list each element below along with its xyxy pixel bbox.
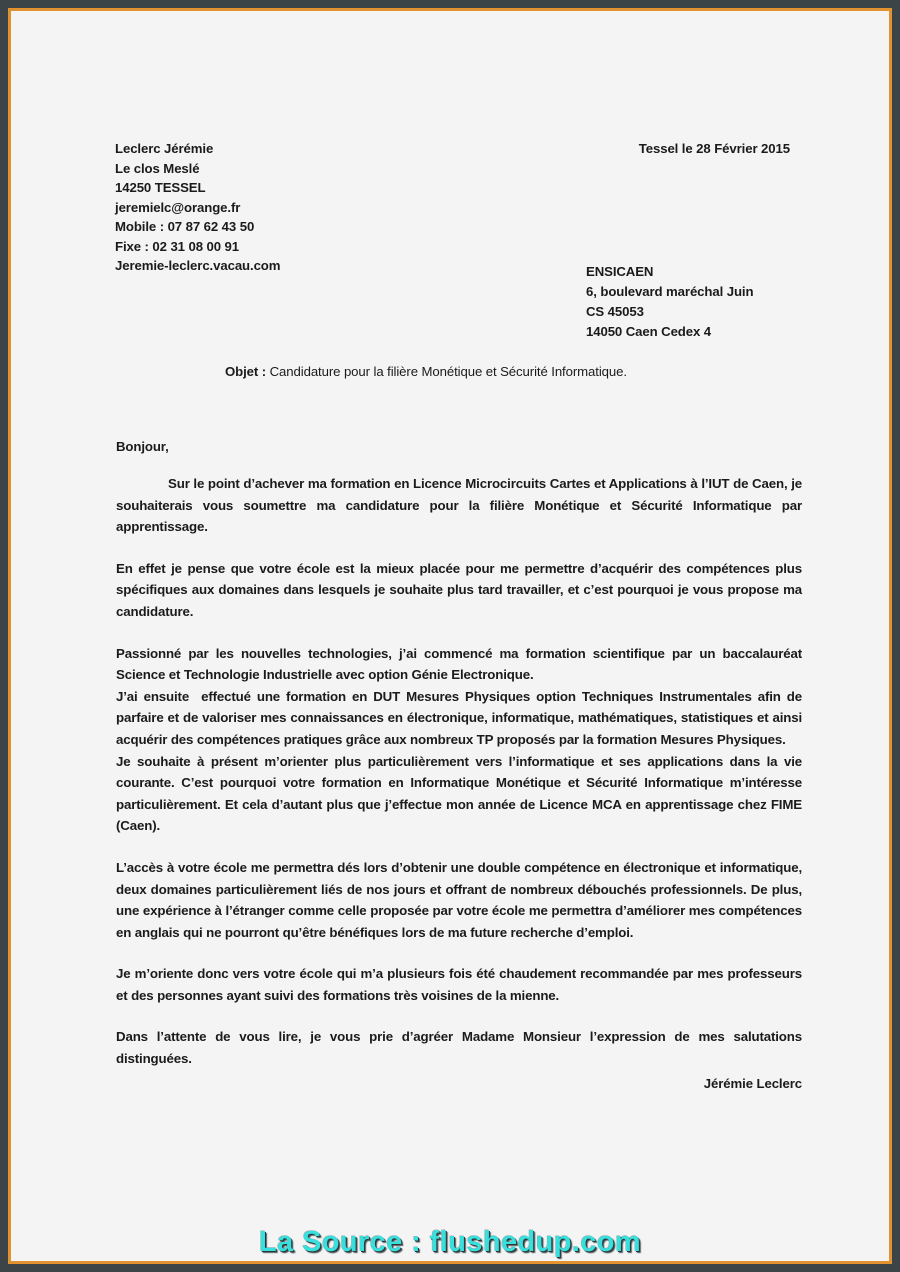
sender-website: Jeremie-leclerc.vacau.com	[115, 258, 281, 273]
body-paragraph-8: Dans l’attente de vous lire, je vous prie d’agréer Madame Monsieur l’expression de mes salutations distinguées.	[116, 1029, 806, 1067]
sender-city-line: 14250 TESSEL	[115, 180, 206, 195]
sender-mobile: Mobile : 07 87 62 43 50	[115, 219, 255, 234]
letter-body	[116, 473, 806, 1070]
body-paragraph-7: Je m’oriente donc vers votre école qui m’a plusieurs fois été chaudement recommandée par mes professeurs et des personnes ayant suivi des formations très voisines de la mienne.	[116, 966, 806, 1003]
body-paragraph-3: Passionné par les nouvelles technologies, j’ai commencé ma formation scientifique par un baccalauréat Science et Technologie Industrielle avec option Génie Electronique.	[116, 645, 806, 683]
signature-line: Jérémie Leclerc	[703, 1076, 802, 1091]
recipient-box: CS 45053	[586, 304, 644, 319]
recipient-city: 14050 Caen Cedex 4	[586, 324, 712, 339]
source-watermark: La Source : flushedup.com	[258, 1226, 642, 1258]
body-paragraph-5: Je souhaite à présent m’orienter plus particulièrement vers l’informatique et ses applications dans la vie courante. C’est pourquoi votre formation en Informatique Monétique et Sécurité Informatique m’intéresse particulièrement. Et cela d’autant plus que j’effectue mon année de Licence MCA en apprentissage chez FIME (Caen).	[116, 753, 806, 834]
sender-name: Leclerc Jérémie	[115, 141, 214, 156]
recipient-street: 6, boulevard maréchal Juin	[586, 284, 754, 299]
subject-label: Objet :	[225, 364, 267, 379]
body-paragraph-2: En effet je pense que votre école est la mieux placée pour me permettre d’acquérir des compétences plus spécifiques aux domaines dans lesquels je souhaite plus tard travailler, et c’est pourquoi je vous propose ma candidature.	[116, 560, 806, 619]
sender-address-block	[115, 139, 280, 276]
subject-text: Candidature pour la filière Monétique et Sécurité Informatique.	[266, 364, 627, 379]
letter-date-line: Tessel le 28 Février 2015	[638, 141, 790, 156]
recipient-address-block	[586, 262, 753, 342]
recipient-organisation: ENSICAEN	[586, 264, 654, 279]
sender-address-line: Le clos Meslé	[115, 160, 200, 176]
sender-email: jeremielc@orange.fr	[115, 199, 241, 215]
body-paragraph-1-text: Sur le point d’achever ma formation en Licence Microcircuits Cartes et Applications à l’IUT de Caen, je souhaiterais vous soumettre ma candidature pour la filière Monétique et Sécurité Informatique par apprentissage.	[116, 476, 806, 535]
greeting-line: Bonjour,	[116, 439, 169, 454]
sender-landline: Fixe : 02 31 08 00 91	[115, 238, 240, 254]
letter-page	[11, 11, 889, 1261]
body-paragraph-6: L’accès à votre école me permettra dés lors d’obtenir une double compétence en électronique et informatique, deux domaines particulièrement liés de nos jours et offrant de nombreux débouchés professionnels. De plus, une expérience à l’étranger comme celle proposée par votre école me permettra d’améliorer mes compétences en anglais qui ne pourront qu’être bénéfiques lors de ma future recherche d’emploi.	[116, 859, 806, 940]
body-paragraph-1	[116, 473, 806, 538]
body-paragraph-4: J’ai ensuite effectué une formation en DUT Mesures Physiques option Techniques Instrumentales afin de parfaire et de valoriser mes connaissances en électronique, informatique, mathématiques, statistiques et ainsi acquérir des compétences pratiques grâce aux nombreux TP proposés par la formation Mesures Physiques.	[116, 688, 806, 747]
subject-line	[225, 364, 627, 379]
letter-document	[11, 11, 889, 1201]
